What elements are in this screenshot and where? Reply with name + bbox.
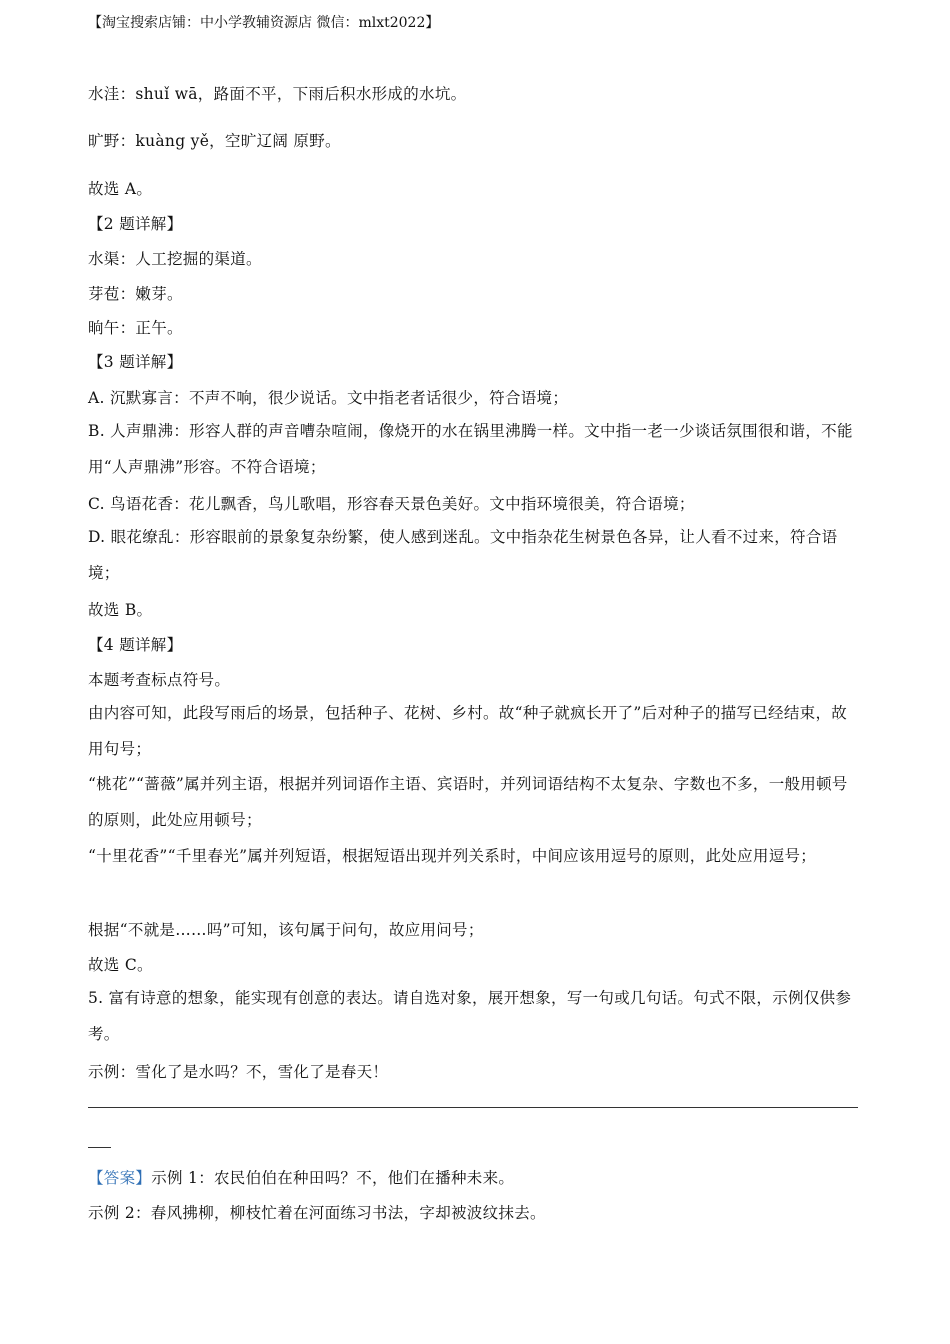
q2-heading: 【2 题详解】	[88, 215, 183, 233]
q4-line-4: “十里花香”“千里春光”属并列短语，根据短语出现并列关系时，中间应该用逗号的原则，此处应用逗号；	[88, 847, 817, 865]
q2-line-2: 芽苞：嫩芽。	[88, 285, 183, 303]
q4-line-5: 根据“不就是……吗”可知，该句属于问句，故应用问号；	[88, 921, 484, 939]
answer-tag: 【答案】	[88, 1169, 152, 1187]
q3-option-a: A. 沉默寡言：不声不响，很少说话。文中指老者话很少，符合语境；	[88, 389, 569, 407]
q3-option-b: B. 人声鼎沸：形容人群的声音嘈杂喧闹，像烧开的水在锅里沸腾一样。文中指一老一少谈话氛围很和谐，不能用“人声鼎沸”形容。不符合语境；	[88, 422, 853, 476]
q3-option-d: D. 眼花缭乱：形容眼前的景象复杂纷繁，使人感到迷乱。文中指杂花生树景色各异，让人看不过来，符合语境；	[88, 528, 838, 582]
q5-answer-2: 示例 2：春风拂柳，柳枝忙着在河面练习书法，字却被波纹抹去。	[88, 1204, 546, 1222]
q1-line-1: 水洼：shuǐ wā，路面不平，下雨后积水形成的水坑。	[88, 85, 467, 103]
q4-line-3: “桃花”“蔷薇”属并列主语，根据并列词语作主语、宾语时，并列词语结构不太复杂、字数也不多，一般用顿号的原则，此处应用顿号；	[88, 775, 848, 829]
q4-line-1: 本题考查标点符号。	[88, 671, 231, 689]
q3-heading: 【3 题详解】	[88, 353, 183, 371]
q5-answer-1	[88, 1166, 858, 1188]
page-header: 【淘宝搜索店铺：中小学教辅资源店 微信：mlxt2022】	[88, 15, 440, 31]
answer-blank-line-tail	[88, 1147, 111, 1148]
q2-line-3: 晌午：正午。	[88, 319, 183, 337]
answer-blank-line	[88, 1107, 858, 1108]
q2-line-1: 水渠：人工挖掘的渠道。	[88, 250, 262, 268]
q5-question: 5. 富有诗意的想象，能实现有创意的表达。请自选对象，展开想象，写一句或几句话。句式不限，示例仅供参考。	[88, 989, 852, 1043]
q5-example: 示例：雪化了是水吗？不，雪化了是春天！	[88, 1063, 389, 1081]
q4-conclusion: 故选 C。	[88, 956, 153, 974]
q4-heading: 【4 题详解】	[88, 636, 183, 654]
q4-line-2: 由内容可知，此段写雨后的场景，包括种子、花树、乡村。故“种子就疯长开了”后对种子的描写已经结束，故用句号；	[88, 704, 848, 758]
answer-1-text: 示例 1：农民伯伯在种田吗？不，他们在播种未来。	[151, 1169, 515, 1187]
q3-conclusion: 故选 B。	[88, 601, 153, 619]
q1-line-2: 旷野：kuàng yě，空旷辽阔 原野。	[88, 132, 341, 150]
q1-conclusion: 故选 A。	[88, 180, 153, 198]
q3-option-c: C. 鸟语花香：花儿飘香，鸟儿歌唱，形容春天景色美好。文中指环境很美，符合语境；	[88, 495, 695, 513]
